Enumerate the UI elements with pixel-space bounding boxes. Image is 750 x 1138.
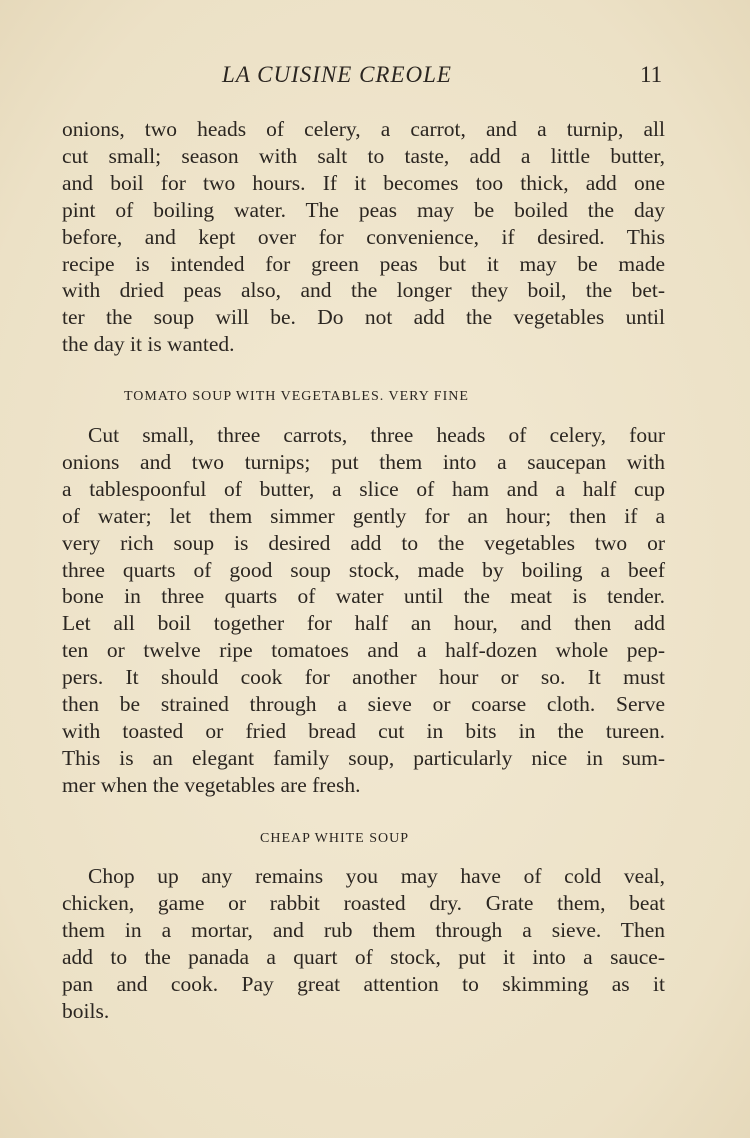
- text-line: bone in three quarts of water until the meat is tender.: [62, 584, 665, 609]
- text-line: recipe is intended for green peas but it may be made: [62, 251, 665, 276]
- page-number: 11: [640, 62, 663, 87]
- text-line: pint of boiling water. The peas may be boiled the day: [62, 197, 665, 222]
- text-line: onions, two heads of celery, a carrot, and a turnip, all: [62, 117, 665, 141]
- text-line: with dried peas also, and the longer they boil, the bet-: [62, 278, 665, 303]
- text-line: Chop up any remains you may have of cold veal,: [88, 864, 665, 888]
- text-line: of water; let them simmer gently for an hour; then if a: [62, 503, 665, 528]
- text-line: and boil for two hours. If it becomes too thick, add one: [62, 170, 665, 195]
- text-line: before, and kept over for convenience, if desired. This: [62, 224, 665, 249]
- text-line: ter the soup will be. Do not add the vegetables until: [62, 305, 665, 330]
- text-line: then be strained through a sieve or coarse cloth. Serve: [62, 692, 665, 716]
- text-line: pan and cook. Pay great attention to skimming as it: [62, 971, 665, 996]
- text-line: the day it is wanted.: [62, 332, 235, 357]
- text-line: This is an elegant family soup, particularly nice in sum-: [62, 745, 665, 770]
- text-line: onions and two turnips; put them into a saucepan with: [62, 449, 665, 474]
- text-line: add to the panada a quart of stock, put it into a sauce-: [62, 944, 665, 969]
- text-line: Cut small, three carrots, three heads of celery, four: [88, 423, 665, 447]
- running-title: LA CUISINE CREOLE: [222, 62, 452, 87]
- text-line: with toasted or fried bread cut in bits in the tureen.: [62, 718, 665, 743]
- text-line: ten or twelve ripe tomatoes and a half-dozen whole pep-: [62, 638, 665, 663]
- recipe-heading-tomato-soup: TOMATO SOUP WITH VEGETABLES. VERY FINE: [124, 389, 469, 404]
- text-line: very rich soup is desired add to the vegetables two or: [62, 530, 665, 555]
- text-line: them in a mortar, and rub them through a sieve. Then: [62, 917, 665, 942]
- text-line: three quarts of good soup stock, made by boiling a beef: [62, 557, 665, 582]
- text-line: boils.: [62, 998, 110, 1023]
- text-line: cut small; season with salt to taste, add a little butter,: [62, 143, 665, 168]
- text-line: a tablespoonful of butter, a slice of ham and a half cup: [62, 476, 665, 501]
- text-line: chicken, game or rabbit roasted dry. Grate them, beat: [62, 890, 665, 915]
- text-line: pers. It should cook for another hour or so. It must: [62, 665, 665, 690]
- text-line: mer when the vegetables are fresh.: [62, 772, 361, 797]
- text-line: Let all boil together for half an hour, and then add: [62, 611, 665, 636]
- recipe-heading-cheap-white-soup: CHEAP WHITE SOUP: [260, 831, 410, 846]
